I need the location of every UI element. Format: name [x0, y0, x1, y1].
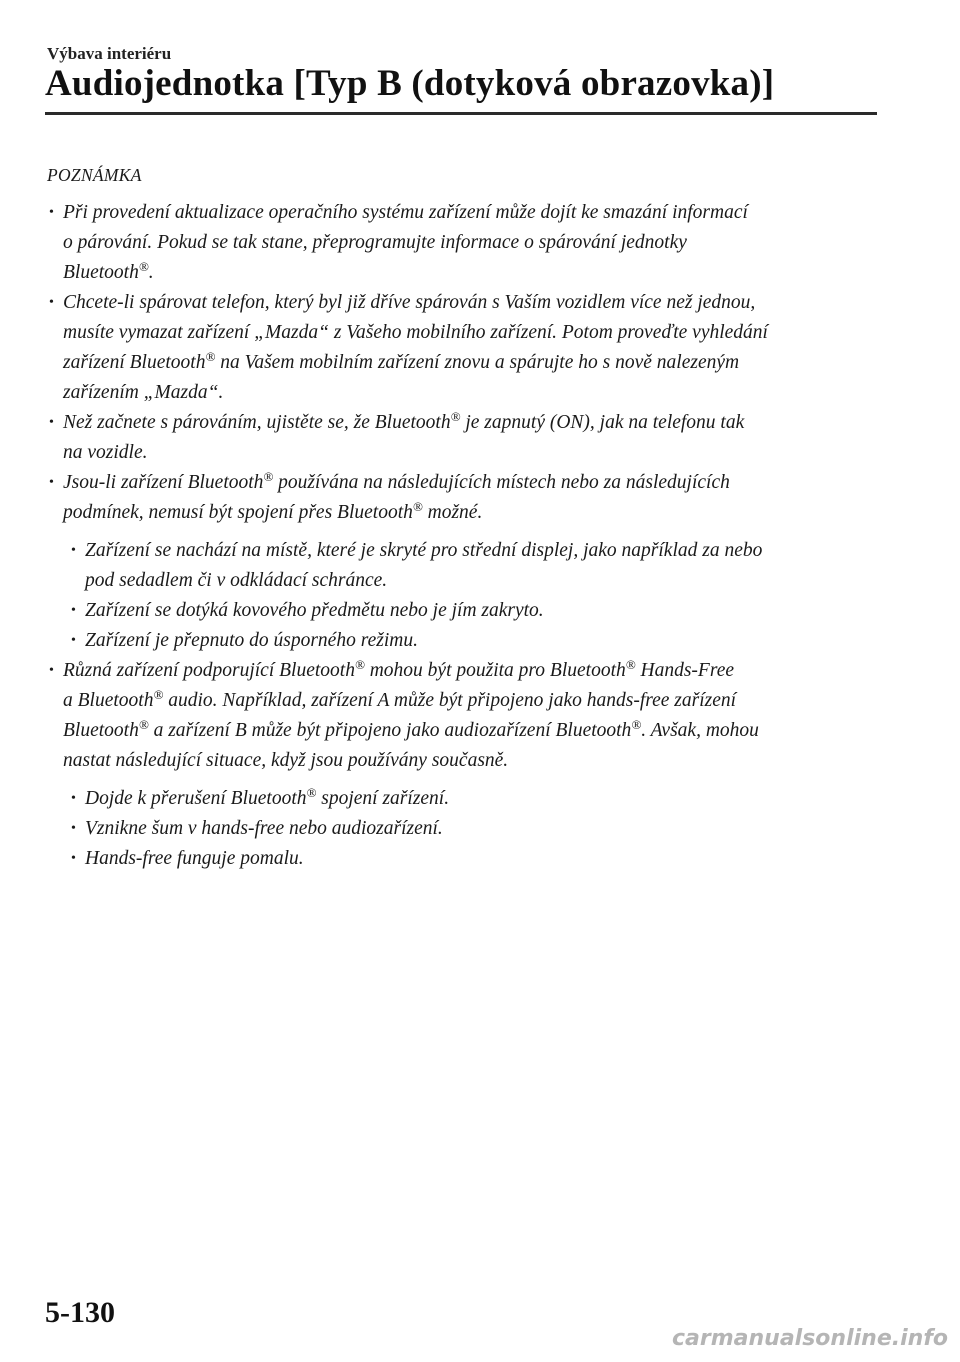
note-subbullet-5: • Vznikne šum v hands-free nebo audiozařízení. — [69, 814, 887, 844]
note-subbullet-6: • Hands-free funguje pomalu. — [69, 844, 887, 874]
note-subbullet-1: • Zařízení se nachází na místě, které je skryté pro střední displej, jako například za nebo pod sedadlem či v odkládací schránce. — [69, 536, 887, 596]
page-number: 5-130 — [45, 1296, 115, 1329]
section-label: Výbava interiéru — [47, 44, 172, 63]
page-title: Audiojednotka [Typ B (dotyková obrazovka)] — [45, 63, 775, 104]
note-content — [47, 160, 887, 874]
note-heading: POZNÁMKA — [47, 165, 142, 185]
note-bullet-2: • Chcete-li spárovat telefon, který byl již dříve spárován s Vaším vozidlem více než jednou, musíte vymazat zařízení „Mazda“ z Vašeho mobilního zařízení. Potom proveďte vyhledání zařízení Bluetooth® na Vašem mobilním zařízení znovu a spárujte ho s nově nalezeným zařízením „Mazda“. — [47, 288, 887, 408]
note-subbullet-3: • Zařízení je přepnuto do úsporného režimu. — [69, 626, 887, 656]
note-subbullet-2: • Zařízení se dotýká kovového předmětu nebo je jím zakryto. — [69, 596, 887, 626]
watermark: carmanualsonline.info — [672, 1326, 948, 1351]
note-bullet-4: • Jsou-li zařízení Bluetooth® používána na následujících místech nebo za následujících podmínek, nemusí být spojení přes Bluetooth® možné. — [47, 468, 887, 528]
note-bullet-1: • Při provedení aktualizace operačního systému zařízení může dojít ke smazání informací o párování. Pokud se tak stane, přeprogramujte informace o spárování jednotky Bluetooth®. — [47, 198, 887, 288]
note-subbullet-4: • Dojde k přerušení Bluetooth® spojení zařízení. — [69, 784, 887, 814]
note-bullet-3: • Než začnete s párováním, ujistěte se, že Bluetooth® je zapnutý (ON), jak na telefonu tak na vozidle. — [47, 408, 887, 468]
title-rule — [45, 112, 877, 115]
note-bullet-5: • Různá zařízení podporující Bluetooth® mohou být použita pro Bluetooth® Hands-Free a Bluetooth® audio. Například, zařízení A může být připojeno jako hands-free zařízení Bluetooth® a zařízení B může být připojeno jako audiozařízení Bluetooth®. Avšak, mohou nastat následující situace, když jsou používány současně. — [47, 656, 887, 776]
